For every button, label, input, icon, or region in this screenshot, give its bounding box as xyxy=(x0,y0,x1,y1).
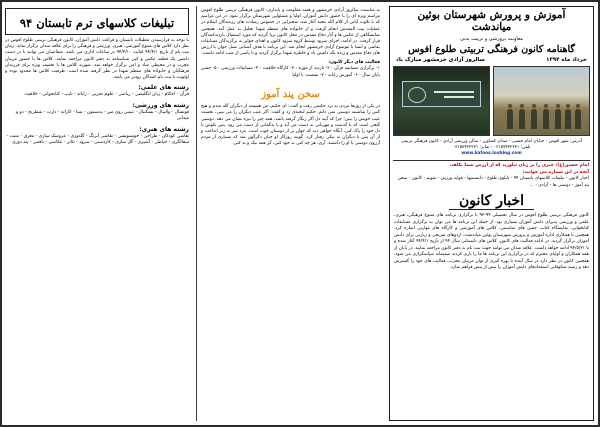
arts-items: نقاشی کودکان - طراحی - خوشنویسی - نقاشی آبرنگ - گلدوزی - عروسک سازی - معرق - منبت - سفالگری - خیاطی - آشپزی - گل سازی - کاردستی - سرود - تئاتر - عکاسی - بافتنی - پته دوزی xyxy=(6,133,189,146)
right-column xyxy=(389,6,594,421)
toc-label: آنچه در این شماره می خوانید: xyxy=(522,169,589,175)
activities-label: فعالیت های دیگر کانون: xyxy=(328,59,380,65)
contact-info xyxy=(390,138,593,158)
summer-intro: با توجه به فرارسیدن تعطیلات تابستان و فراغت دانش آموزان، کانون فرهنگی تربیتی طلوع افوس در نظر دارد کلاس های متنوع آموزشی، هنری، ورزشی و فرهنگی را برای علاقه مندان برگزار نماید. زمان ثبت نام از تاریخ ۹۴/۴/۱ لغایت ۹۴/۴/۱۰ در ساعات اداری می باشد. متقاضیان می توانند با در دست داشتن یک قطعه عکس و کپی شناسنامه به دفتر کانون مراجعه نمایند. کلاس ها با حضور مربیان مجرب و در محیطی شاد و امن برگزار خواهد شد. شهریه کلاس ها با تخفیف ویژه برای فرزندان فرهنگیان و خانواده های معظم شهدا در نظر گرفته شده است. ظرفیت کلاس ها محدود بوده و اولویت با ثبت نام کنندگان زودتر می باشد. xyxy=(5,38,190,81)
kanoon-sign-photo xyxy=(393,66,490,136)
science-label: رشته های علمی: xyxy=(138,84,189,92)
contact-website[interactable]: www.kafoos.loxblog.com xyxy=(461,151,522,156)
science-items: قرآن - احکام - زبان انگلیسی - ریاضی - علوم تجربی - رایانه - تایپ - کتابخوانی - خلاقیت xyxy=(24,92,189,98)
imam-quote-label: امام حسین(ع): xyxy=(555,163,589,168)
masthead xyxy=(390,7,593,64)
mid-intro: به مناسبت سالروز آزادی خرمشهر و هفته مقاومت و پایداری، کانون فرهنگی تربیتی طلوع افوس مراسم ویژه ای را با حضور دانش آموزان، اولیا و مسئولین شهرستان برگزار نمود. در این مراسم که با تلاوت آیاتی از کلام الله مجید آغاز شد، سخنرانی در خصوص رشادت های رزمندگان اسلام در عملیات بیت المقدس انجام گرفت و از خانواده های معظم شهدا تجلیل به عمل آمد. همچنین نمایشگاهی از عکس ها و آثار دفاع مقدس در محل کانون برپا گردید که مورد استقبال بازدیدکنندگان قرار گرفت. در ادامه، اجرای سرود توسط گروه سرود کانون و اهدای جوایز به برگزیدگان مسابقات نقاشی و انشا با موضوع آزادی خرمشهر انجام شد. این برنامه با هدف آشنایی نسل جوان با ارزش های دفاع مقدس و زنده نگه داشتن یاد و خاطره شهدا برگزار گردید و تا پاسی از شب ادامه داشت. xyxy=(201,8,380,57)
summer-classes-title: تبلیغات کلاسهای ترم تابستان ۹۴ xyxy=(5,8,189,35)
contact-address: آدرس: شهر افوس - خیابان امام خمینی - میدان کشاورز - سالن ورزشی آزادی - کانون فرهنگی تربیتی xyxy=(401,139,582,144)
left-column xyxy=(2,6,192,421)
soldiers-photo xyxy=(493,66,590,136)
arts-label: رشته های هنری: xyxy=(139,125,189,133)
toc-text: اخبار کانون - تبلیغات کلاسهای تابستان ۹۴ - تابلوی طلوع - دانستنیها - فواید ورزش - تقویم - کانون - سخن پند آموز - دوستی ها - آزادی - ... xyxy=(397,176,589,188)
activities-list: ۱- برگزاری مسابقه قرآن - ۲- بازدید از موزه - ۳- کارگاه خلاقیت - ۴- مسابقات ورزشی - ۵- جشن پایان سال - ۶- آموزش رایانه - ۷- نشست با اولیا xyxy=(201,66,380,78)
magazine-name: گاهنامه کانون فرهنگی تربیتی طلوع افوس xyxy=(408,44,575,55)
wisdom-text: در یکی از روزها مردی به نزد حکیمی رفت و گفت: ای حکیم، من همیشه از دیگران گله مندم و هیچ کس را شایسته دوستی نمی دانم. حکیم لبخندی زد و گفت: اگر عیب دیگران را می بینی، نخست عیب خویش را ببین؛ چرا که آینه دل اگر زنگار گرفته باشد، همه چیز را تیره نشان می دهد. دوستی گنجی است که با گذشت و مهربانی به دست می آید و با بدگمانی از دست می رود. پس بکوش تا دل خود را پاک کنی، آنگاه خواهی دید که جهان پر از دوستان خوب است. مرد سر به زیر انداخت و از آن پس با دیگران به نیکی رفتار کرد. گویند روزگار او چنان دگرگون شد که بسیاری از مردم آرزوی دوستی با او را داشتند. آری، هر چه کنی به خود کنی، گر همه نیک و بد کنی. xyxy=(201,104,380,147)
wisdom-heading: سخن پند آموز xyxy=(261,89,320,101)
sports-items: فوتسال - والیبال - بسکتبال - تنیس روی میز - بدمینتون - شنا - کاراته - دارت - شطرنج - دو و میدانی xyxy=(15,109,189,122)
photo-row xyxy=(393,66,590,136)
issue-caption: سالروز آزادی خرمشهر مبارک باد xyxy=(396,57,485,63)
divider xyxy=(393,160,590,161)
middle-column xyxy=(196,6,384,421)
news-body: کانون فرهنگی تربیتی طلوع افوس در سال تحصیلی ۹۴-۹۳ با برگزاری برنامه های متنوع فرهنگی، هنری، علمی و ورزشی پذیرای دانش آموزان بسیاری بود. از جمله این برنامه ها می توان به برگزاری مسابقات کتابخوانی، نمایشگاه کتاب، جشن های مناسبتی، کلاس های آموزشی و کارگاه های مهارتی اشاره کرد. همچنین با همکاری اداره آموزش و پرورش شهرستان بوئین میاندشت، اردوهای تفریحی و زیارتی برای دانش آموزان برگزار گردید. در ادامه فعالیت های کانون، کلاس های تابستانی سال ۹۴ از تاریخ ۹۴/۴/۱ آغاز شده و تا ۹۴/۵/۳۱ ادامه خواهد داشت. علاقه مندان می توانند جهت ثبت نام به دفتر کانون مراجعه نمایند. در پایان از همه همکاران و اولیای محترم که در برگزاری این برنامه ها ما را یاری کردند صمیمانه سپاسگزاری می شود. همچنین کانون در نظر دارد در سال آینده با بهره گیری از توان مربیان مجرب، فعالیت های خود را گسترش دهد و زمینه شکوفایی استعدادهای دانش آموزان را بیش از پیش فراهم سازد. xyxy=(393,213,589,270)
masthead-subtitle: معاونت پرورشی و تربیت بدنی xyxy=(460,36,523,42)
sports-label: رشته های ورزشی: xyxy=(132,101,189,109)
issue-meta xyxy=(392,57,591,63)
news-title: اخبار کانون xyxy=(390,193,593,210)
imam-quote-text: چیزی را بر زبان نیاورید که از ارزش شما بکاهد. xyxy=(449,163,554,168)
contact-phone: تلفن: ۰۳۱۵۷۴۳۲۲۳۱ - نمابر: ۰۳۱۵۷۴۳۲۲۳۱ xyxy=(452,145,531,150)
masthead-title-line1: آموزش و پرورش شهرستان بوئین xyxy=(417,9,566,21)
masthead-title-line2: میاندشت xyxy=(471,21,512,33)
issue-date: خرداد ماه ۱۳۹۴ xyxy=(546,57,587,63)
